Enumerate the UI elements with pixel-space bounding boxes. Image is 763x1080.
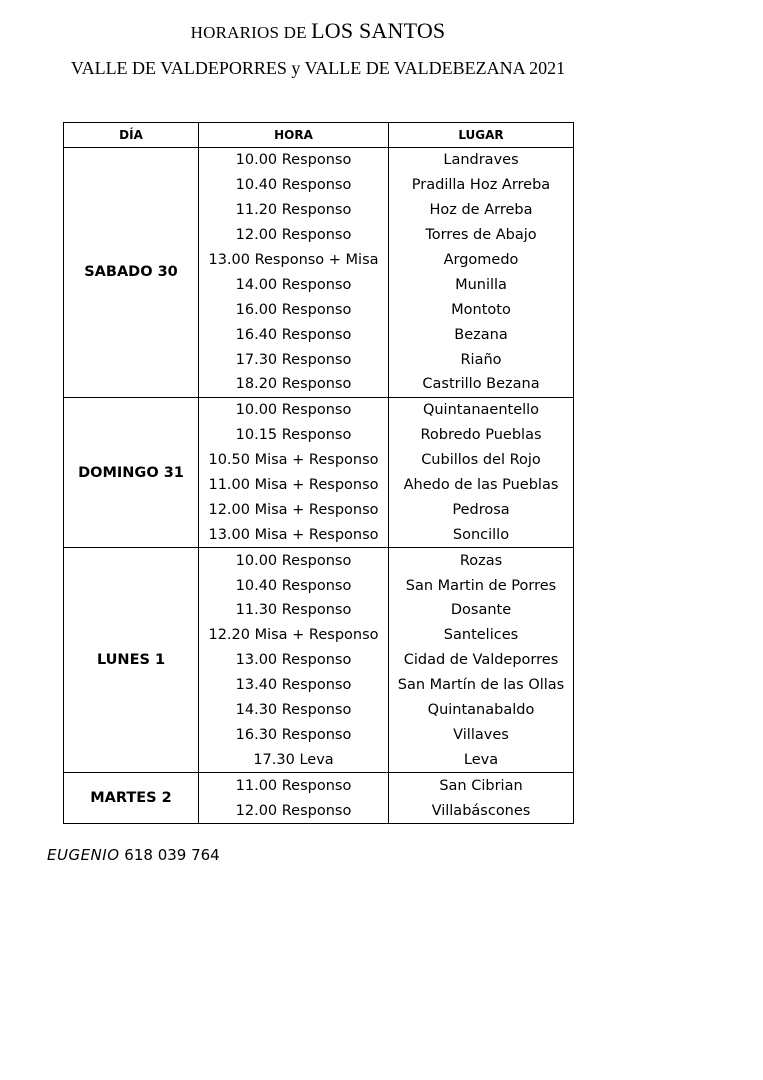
hora-cell: 10.40 Responso bbox=[199, 573, 389, 598]
hora-cell: 12.00 Responso bbox=[199, 223, 389, 248]
hora-cell: 12.00 Responso bbox=[199, 798, 389, 823]
header-hora: HORA bbox=[199, 123, 389, 148]
hora-cell: 13.00 Responso bbox=[199, 648, 389, 673]
hora-cell: 10.40 Responso bbox=[199, 173, 389, 198]
lugar-cell: Quintanabaldo bbox=[389, 698, 574, 723]
header-dia: DÍA bbox=[64, 123, 199, 148]
lugar-cell: San Martín de las Ollas bbox=[389, 673, 574, 698]
header-row bbox=[64, 123, 574, 148]
table-row bbox=[64, 397, 574, 422]
schedule-body bbox=[64, 148, 574, 824]
lugar-cell: Dosante bbox=[389, 598, 574, 623]
page-title bbox=[0, 18, 636, 44]
hora-cell: 16.40 Responso bbox=[199, 322, 389, 347]
lugar-cell: Leva bbox=[389, 747, 574, 772]
hora-cell: 10.00 Responso bbox=[199, 397, 389, 422]
hora-cell: 18.20 Responso bbox=[199, 372, 389, 397]
lugar-cell: Landraves bbox=[389, 148, 574, 173]
lugar-cell: Cidad de Valdeporres bbox=[389, 648, 574, 673]
hora-cell: 11.30 Responso bbox=[199, 598, 389, 623]
table-row bbox=[64, 548, 574, 573]
day-cell: SABADO 30 bbox=[64, 148, 199, 398]
hora-cell: 10.15 Responso bbox=[199, 423, 389, 448]
lugar-cell: Bezana bbox=[389, 322, 574, 347]
hora-cell: 13.00 Misa + Responso bbox=[199, 522, 389, 547]
hora-cell: 10.50 Misa + Responso bbox=[199, 448, 389, 473]
lugar-cell: Ahedo de las Pueblas bbox=[389, 473, 574, 498]
lugar-cell: Hoz de Arreba bbox=[389, 198, 574, 223]
hora-cell: 16.30 Responso bbox=[199, 722, 389, 747]
lugar-cell: Pradilla Hoz Arreba bbox=[389, 173, 574, 198]
title-emphasis: LOS SANTOS bbox=[311, 18, 446, 43]
lugar-cell: Argomedo bbox=[389, 248, 574, 273]
lugar-cell: Pedrosa bbox=[389, 497, 574, 522]
hora-cell: 11.00 Misa + Responso bbox=[199, 473, 389, 498]
hora-cell: 13.40 Responso bbox=[199, 673, 389, 698]
lugar-cell: Villabáscones bbox=[389, 798, 574, 823]
lugar-cell: Villaves bbox=[389, 722, 574, 747]
hora-cell: 17.30 Responso bbox=[199, 347, 389, 372]
schedule-table bbox=[63, 122, 574, 824]
contact-name: EUGENIO bbox=[47, 846, 120, 864]
page-subtitle: VALLE DE VALDEPORRES y VALLE DE VALDEBEZANA 2021 bbox=[70, 58, 566, 78]
hora-cell: 10.00 Responso bbox=[199, 548, 389, 573]
hora-cell: 11.00 Responso bbox=[199, 773, 389, 798]
hora-cell: 12.20 Misa + Responso bbox=[199, 623, 389, 648]
day-cell: MARTES 2 bbox=[64, 773, 199, 824]
hora-cell: 12.00 Misa + Responso bbox=[199, 497, 389, 522]
lugar-cell: Quintanaentello bbox=[389, 397, 574, 422]
hora-cell: 14.30 Responso bbox=[199, 698, 389, 723]
day-cell: DOMINGO 31 bbox=[64, 397, 199, 547]
table-row bbox=[64, 148, 574, 173]
header-lugar: LUGAR bbox=[389, 123, 574, 148]
lugar-cell: Montoto bbox=[389, 297, 574, 322]
lugar-cell: Munilla bbox=[389, 272, 574, 297]
hora-cell: 16.00 Responso bbox=[199, 297, 389, 322]
lugar-cell: Soncillo bbox=[389, 522, 574, 547]
lugar-cell: Torres de Abajo bbox=[389, 223, 574, 248]
hora-cell: 13.00 Responso + Misa bbox=[199, 248, 389, 273]
lugar-cell: Robredo Pueblas bbox=[389, 423, 574, 448]
lugar-cell: Riaño bbox=[389, 347, 574, 372]
lugar-cell: Rozas bbox=[389, 548, 574, 573]
contact-footer bbox=[47, 846, 220, 864]
contact-phone: 618 039 764 bbox=[124, 846, 220, 864]
lugar-cell: Santelices bbox=[389, 623, 574, 648]
lugar-cell: San Cibrian bbox=[389, 773, 574, 798]
hora-cell: 17.30 Leva bbox=[199, 747, 389, 772]
hora-cell: 10.00 Responso bbox=[199, 148, 389, 173]
lugar-cell: Cubillos del Rojo bbox=[389, 448, 574, 473]
hora-cell: 11.20 Responso bbox=[199, 198, 389, 223]
day-cell: LUNES 1 bbox=[64, 548, 199, 773]
lugar-cell: San Martin de Porres bbox=[389, 573, 574, 598]
hora-cell: 14.00 Responso bbox=[199, 272, 389, 297]
title-prefix: HORARIOS DE bbox=[190, 23, 307, 42]
table-row bbox=[64, 773, 574, 798]
lugar-cell: Castrillo Bezana bbox=[389, 372, 574, 397]
